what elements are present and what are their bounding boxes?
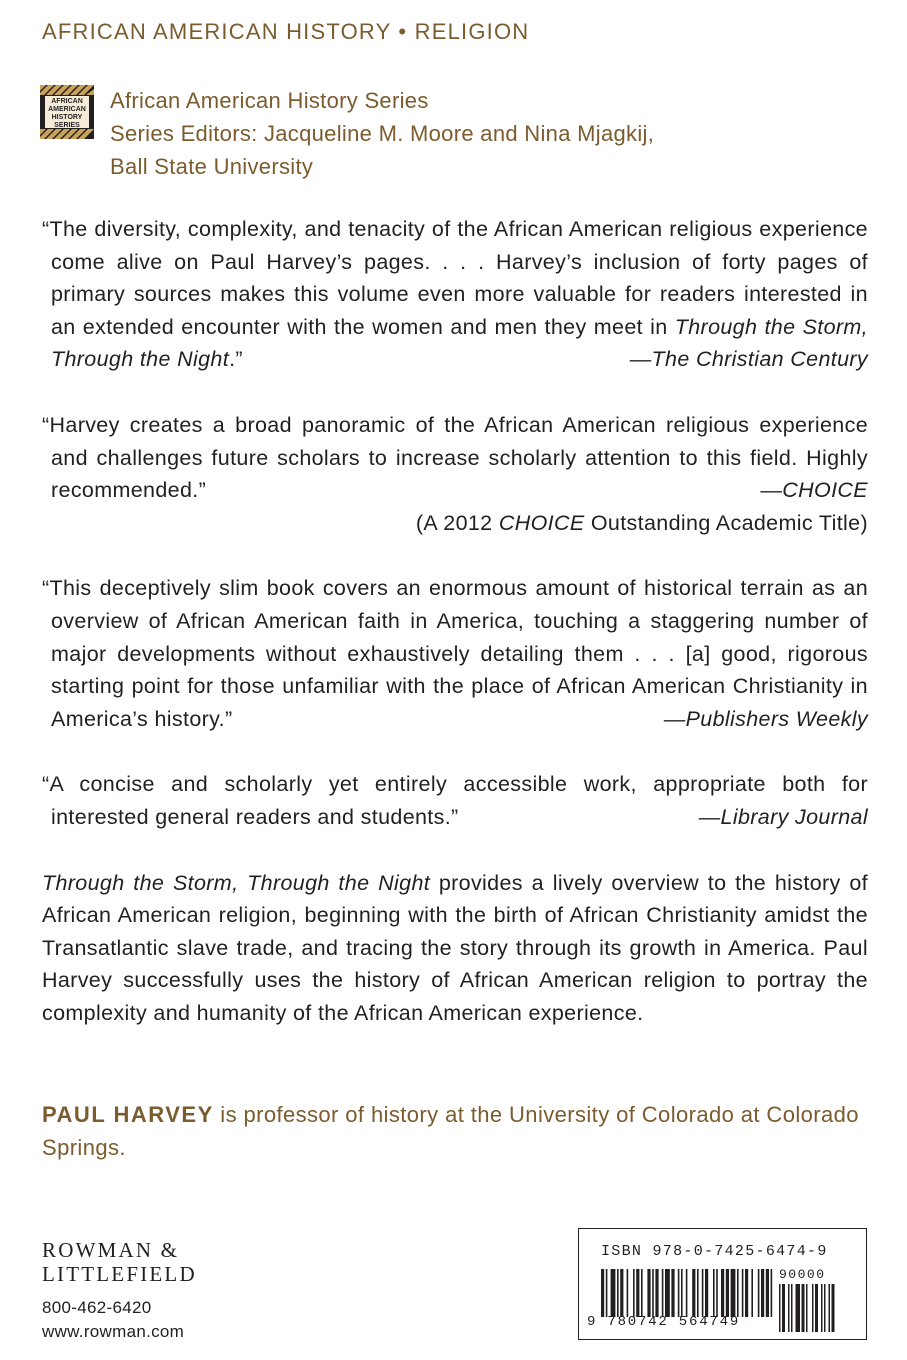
review-quote-christian-century bbox=[42, 213, 869, 376]
quote-text: “The diversity, complexity, and tenacity of the African American religious experience come alive on Paul Harvey’s pages. . . . Harvey’s inclusion of forty pages of primary sources makes this volume even more valuable for readers interested in an extended encounter with the women and men they meet in bbox=[42, 217, 868, 339]
barcode-bar bbox=[737, 1269, 739, 1317]
barcode-bar bbox=[751, 1269, 753, 1317]
award-note-choice: CHOICE bbox=[498, 510, 585, 535]
addon-bar bbox=[791, 1284, 793, 1332]
publisher-line1: ROWMAN & bbox=[42, 1238, 180, 1262]
series-university: Ball State University bbox=[110, 154, 314, 179]
quote-attribution: —CHOICE bbox=[760, 478, 868, 503]
description-book-title: Through the Storm, Through the Night bbox=[42, 870, 431, 895]
quote-text-end: .” bbox=[229, 347, 243, 372]
addon-bar bbox=[806, 1284, 808, 1332]
author-name: PAUL HARVEY bbox=[42, 1102, 214, 1127]
author-bio bbox=[42, 1098, 868, 1164]
barcode-bar bbox=[652, 1269, 654, 1317]
addon-bar bbox=[824, 1284, 826, 1332]
barcode-bar bbox=[662, 1269, 664, 1317]
quote-attribution: —Library Journal bbox=[698, 804, 868, 829]
barcode-bar bbox=[681, 1269, 683, 1317]
barcode-bar bbox=[665, 1269, 670, 1317]
isbn-barcode-box bbox=[578, 1228, 867, 1340]
barcode-bar bbox=[721, 1269, 724, 1317]
barcode-bar bbox=[617, 1269, 619, 1317]
barcode-bar bbox=[697, 1269, 699, 1317]
publisher-contact bbox=[42, 1296, 184, 1344]
quote-text: “A concise and scholarly yet entirely accessible work, appropriate both for interested general readers and students.” bbox=[42, 772, 868, 829]
addon-bar bbox=[832, 1284, 835, 1332]
series-editors: Series Editors: Jacqueline M. Moore and Nina Mjagkij, bbox=[110, 121, 655, 146]
review-quote-publishers-weekly bbox=[42, 572, 868, 735]
review-quote-choice bbox=[42, 409, 868, 539]
logo-text-2: AMERICAN bbox=[48, 106, 86, 113]
barcode-bar bbox=[713, 1269, 715, 1317]
barcode-bar bbox=[726, 1269, 729, 1317]
barcode-bar bbox=[606, 1269, 608, 1317]
series-name: African American History Series bbox=[110, 88, 429, 113]
logo-text-3: HISTORY bbox=[51, 114, 83, 121]
addon-bar bbox=[802, 1284, 805, 1332]
quote-text: “This deceptively slim book covers an enormous amount of historical terrain as an overview of African American faith in America, touching a staggering number of major developments without exhaustively detailing them . . . [a] good, rigorous starting point for those unfamiliar with the place of African American Christianity in America’s history.” bbox=[42, 576, 868, 731]
barcode-bar bbox=[641, 1269, 643, 1317]
addon-bar bbox=[829, 1284, 831, 1332]
barcode-bar bbox=[611, 1269, 616, 1317]
author-bio-text: is professor of history at the University of Colorado at Colorado Springs. bbox=[42, 1102, 859, 1160]
award-note bbox=[51, 507, 868, 540]
series-info bbox=[110, 84, 654, 183]
barcode-bar bbox=[766, 1269, 769, 1317]
addon-bar bbox=[812, 1284, 814, 1332]
barcode-bar bbox=[771, 1269, 773, 1317]
barcode-bar bbox=[636, 1269, 639, 1317]
logo-text-4: SERIES bbox=[54, 122, 80, 129]
addon-bar bbox=[779, 1284, 781, 1332]
barcode-bar bbox=[647, 1269, 650, 1317]
category-label: AFRICAN AMERICAN HISTORY • RELIGION bbox=[42, 19, 530, 44]
quote-text: “Harvey creates a broad panoramic of the African American religious experience and challenges future scholars to increase scholarly attention to this field. Highly recommended.” bbox=[42, 412, 868, 503]
quote-attribution: —Publishers Weekly bbox=[663, 706, 868, 731]
quote-attribution: —The Christian Century bbox=[629, 347, 868, 372]
isbn-label: ISBN 978-0-7425-6474-9 bbox=[601, 1243, 828, 1260]
barcode-bar bbox=[702, 1269, 704, 1317]
body-text bbox=[42, 213, 868, 1029]
addon-bar bbox=[815, 1284, 818, 1332]
logo-text-1: AFRICAN bbox=[51, 98, 83, 105]
barcode-bar bbox=[716, 1269, 718, 1317]
publisher-logo bbox=[42, 1238, 197, 1286]
publisher-phone: 800-462-6420 bbox=[42, 1298, 152, 1317]
barcode-bar bbox=[655, 1269, 658, 1317]
barcode-bar bbox=[742, 1269, 744, 1317]
barcode-bar bbox=[627, 1269, 629, 1317]
addon-bar bbox=[788, 1284, 790, 1332]
barcode-bar bbox=[758, 1269, 760, 1317]
price-code: 90000 bbox=[779, 1267, 826, 1282]
addon-bar bbox=[821, 1284, 823, 1332]
description-text: provides a lively overview to the history of African American religion, beginning with the birth of African Christianity amidst the Transatlantic slave trade, and tracing the story through its growth in America. Paul Harvey successfully uses the history of African American religion to portray the complexity and humanity of the African American experience. bbox=[42, 870, 868, 1025]
barcode-bar bbox=[731, 1269, 736, 1317]
barcode-bar bbox=[671, 1269, 674, 1317]
barcode-bar bbox=[678, 1269, 680, 1317]
barcode-bar bbox=[692, 1269, 695, 1317]
book-description bbox=[42, 867, 868, 1030]
award-note-pre: (A 2012 bbox=[415, 510, 499, 535]
quote-book-title: Through the Storm, Through the Night bbox=[51, 314, 869, 372]
ean-digits: 9 780742 564749 bbox=[587, 1314, 741, 1330]
barcode-bar bbox=[686, 1269, 688, 1317]
barcode-bar bbox=[745, 1269, 748, 1317]
barcode-bar bbox=[620, 1269, 623, 1317]
publisher-line2: LITTLEFIELD bbox=[42, 1262, 197, 1286]
series-logo-icon bbox=[40, 85, 94, 139]
barcode-bar bbox=[601, 1269, 604, 1317]
barcode-bar bbox=[761, 1269, 764, 1317]
addon-bar bbox=[782, 1284, 785, 1332]
barcode-bar bbox=[633, 1269, 635, 1317]
barcode-bar bbox=[705, 1269, 708, 1317]
publisher-website: www.rowman.com bbox=[42, 1322, 185, 1341]
award-note-post: Outstanding Academic Title) bbox=[584, 510, 868, 535]
addon-bar bbox=[796, 1284, 801, 1332]
review-quote-library-journal bbox=[42, 768, 868, 833]
